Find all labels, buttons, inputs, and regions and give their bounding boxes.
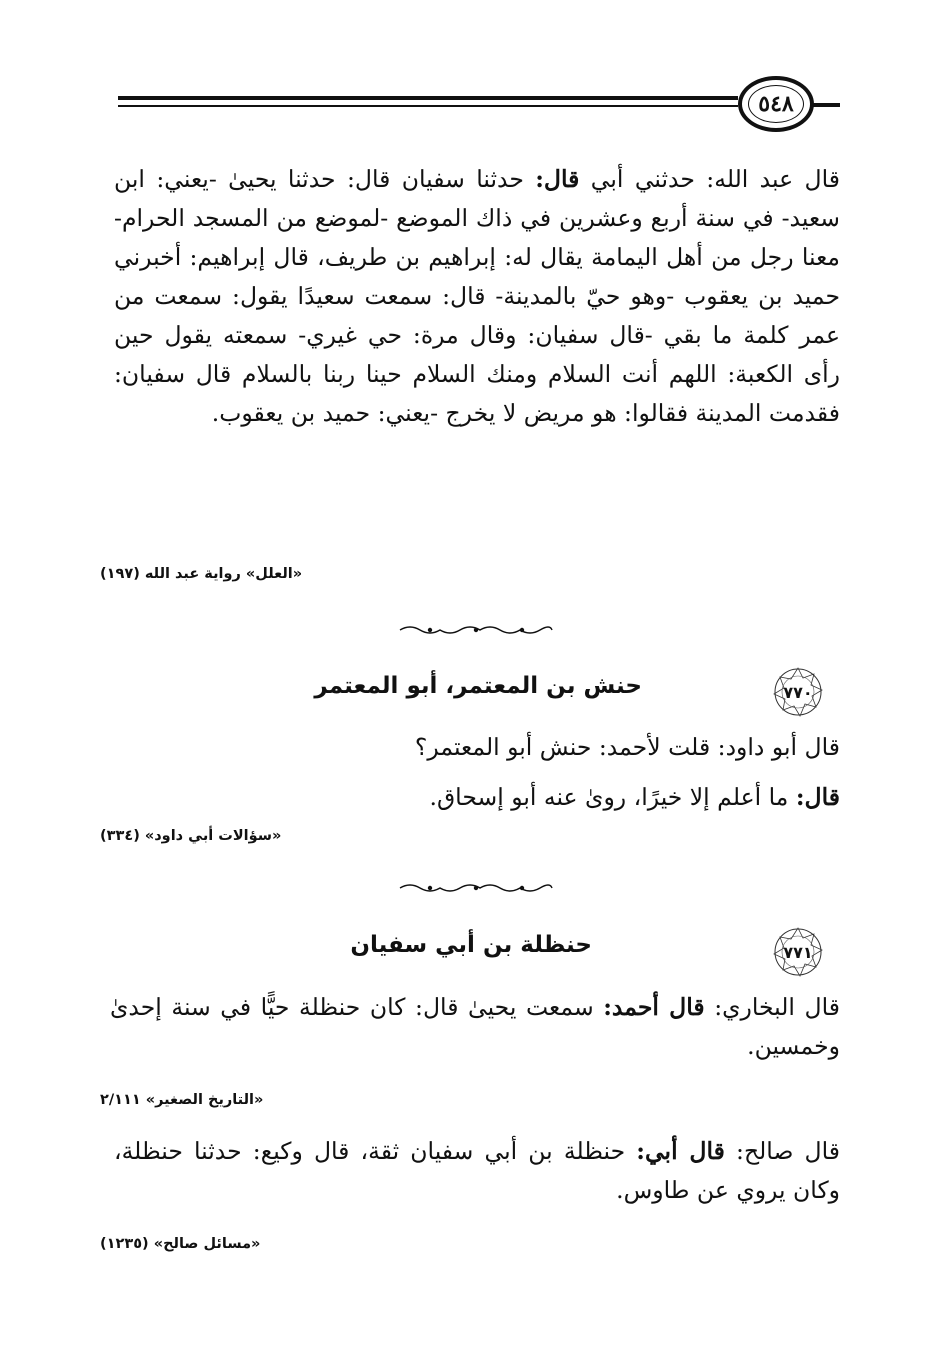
page-number: ٥٤٨	[758, 91, 794, 117]
source-citation: «التاريخ الصغير» ٢/١١١	[100, 1092, 264, 1108]
source-citation: «سؤالات أبي داود» (٣٣٤)	[100, 828, 282, 844]
entry-770-line-2: قال: ما أعلم إلا خيرًا، روىٰ عنه أبو إسحاق.	[429, 783, 840, 811]
page-number-badge	[738, 76, 814, 132]
source-citation: «العلل» رواية عبد الله (١٩٧)	[100, 566, 303, 582]
entry-title-771: حنظلة بن أبي سفيان	[350, 932, 592, 958]
entry-number-770: ٧٧٠	[783, 682, 813, 702]
entry-title-770: حنش بن المعتمر، أبو المعتمر	[314, 673, 642, 699]
header-rule	[118, 96, 738, 112]
ornament-divider	[398, 624, 554, 636]
text-span: قال عبد الله: حدثني أبي	[579, 165, 840, 193]
entry-771-paragraph-1: قال البخاري: قال أحمد: سمعت يحيىٰ قال: كان حنظلة حيًّا في سنة إحدىٰ وخمسين.	[110, 993, 840, 1060]
entry-771-paragraph-2: قال صالح: قال أبي: حنظلة بن أبي سفيان ثقة، قال وكيع: حدثنا حنظلة، وكان يروي عن طاوس.	[114, 1137, 840, 1204]
header-rule-right	[812, 103, 840, 107]
bold-span: قال:	[535, 165, 580, 193]
source-citation: «مسائل صالح» (١٢٣٥)	[100, 1236, 261, 1252]
entry-number-771: ٧٧١	[783, 942, 813, 962]
text-span: حدثنا سفيان قال: حدثنا يحيىٰ -يعني: ابن سعيد- في سنة أربع وعشرين في ذاك الموضع -لموضع من المسجد الحرام- معنا رجل من أهل اليمامة يقال له: إبراهيم بن طريف، قال إبراهيم: أخبرني حميد بن يعقوب -وهو حيّ بالمدينة- قال: سمعت سعيدًا يقول: سمعت من عمر كلمة ما بقي -قال سفيان: وقال مرة: حي غيري- سمعته يقول حين رأى الكعبة: اللهم أنت السلام ومنك السلام حينا ربنا بالسلام قال سفيان: فقدمت المدينة فقالوا: هو مريض لا يخرج -يعني: حميد بن يعقوب.	[114, 165, 840, 427]
paragraph-narration	[114, 160, 840, 433]
entry-770-line-1: قال أبو داود: قلت لأحمد: حنش أبو المعتمر؟	[414, 733, 840, 761]
ornament-divider	[398, 882, 554, 894]
